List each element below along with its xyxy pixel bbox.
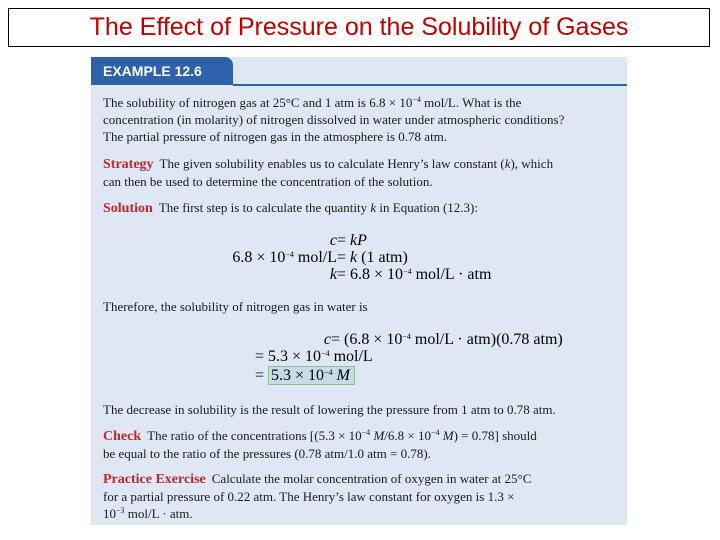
problem-statement: The solubility of nitrogen gas at 25°C and 1 atm is $6.8 \times 10^{-4}$ mol/L. What is the concentration (in molarity) of nitrogen dissolved in water under atmospheric conditions? The partial pressure of nitrogen gas in the atmosphere is 0.78 atm. [103,95,565,144]
solution-intro: Solution The first step is to calculate the quantity k in Equation (12.3): [103,200,478,216]
equation-block-1 [91,232,627,283]
equation-row: c = kP [329,232,367,249]
therefore-text: Therefore, the solubility of nitrogen gas in water is [103,299,368,314]
equation-row: $6.8 \times 10^{-4}$ mol/L = k (1 atm) [232,249,408,266]
strategy-label: Strategy [103,157,154,172]
practice-section: Practice Exercise Calculate the molar concentration of oxygen in water at 25°C for a partial pressure of 0.22 atm. The Henry’s law constant for oxygen is 1.3 × $10^{-3}$ mol/L · atm. [103,471,532,521]
equation-row: = $5.3 \times 10^{-4}$ mol/L [255,348,373,365]
slide-title: The Effect of Pressure on the Solubility of Gases [8,8,710,47]
boxed-answer: $5.3 \times 10^{-4}$ M [268,366,355,385]
example-header [91,57,627,85]
solution-label: Solution [103,201,153,216]
conclusion-text: The decrease in solubility is the result of lowering the pressure from 1 atm to 0.78 atm. [103,402,556,417]
check-section: Check The ratio of the concentrations [($5.3 \times 10^{-4}$ $M/6.8 \times 10^{-4}$ M) = 0.78] should be equal to the ratio of the pressures (0.78 atm/1.0 atm = 0.78). [103,428,537,461]
equation-row: k = $6.8 \times 10^{-4}$ mol/L · atm [329,266,492,283]
check-label: Check [103,429,142,444]
strategy-section: Strategy The given solubility enables us to calculate Henry’s law constant (k), which can then be used to determine the concentration of the solution. [103,156,554,189]
header-rule [233,84,627,86]
practice-label: Practice Exercise [103,472,206,487]
example-tab: EXAMPLE 12.6 [91,57,233,85]
equation-block-2 [91,331,627,386]
equation-row: = $5.3 \times 10^{-4}$ M [91,367,627,386]
example-panel [91,57,627,525]
equation-row: c = ($6.8 \times 10^{-4}$ mol/L · atm)(0.78 atm) [323,331,563,348]
